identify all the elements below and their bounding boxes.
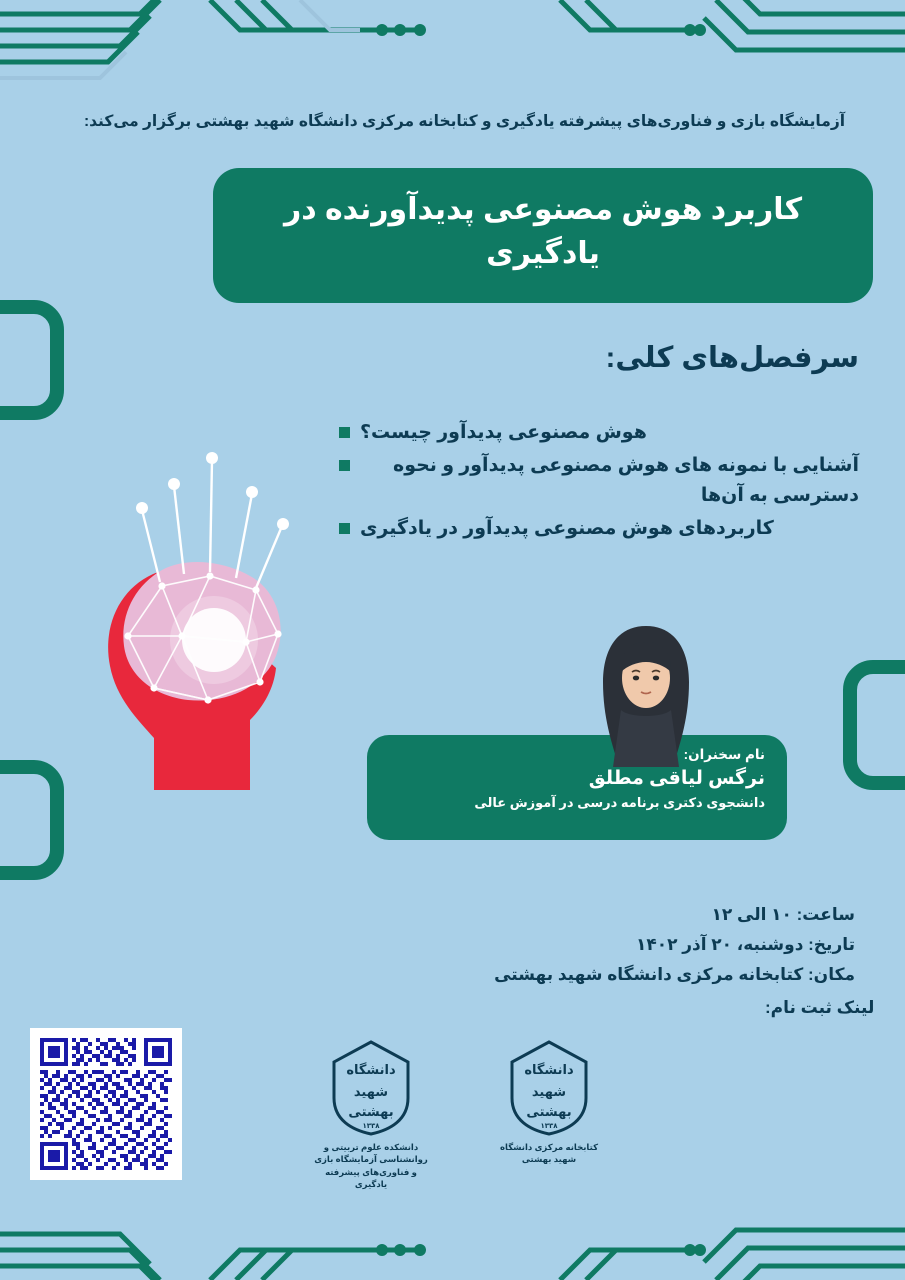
speaker-description: دانشجوی دکتری برنامه درسی در آموزش عالی (474, 795, 765, 810)
title-panel (213, 168, 873, 303)
svg-text:بهشتی: بهشتی (526, 1105, 572, 1120)
topic-label: هوش مصنوعی پدیدآور چیست؟ (360, 422, 647, 443)
speaker-avatar (587, 622, 705, 767)
svg-text:بهشتی: بهشتی (348, 1105, 394, 1120)
svg-text:دانشگاه: دانشگاه (524, 1063, 574, 1078)
list-item (339, 451, 859, 510)
svg-text:شهید: شهید (531, 1085, 567, 1100)
circuit-decoration-bottom (0, 1190, 905, 1280)
decorative-bracket-right (843, 660, 905, 790)
logo-item (312, 1040, 430, 1190)
speaker-label: نام سخنران: (683, 747, 765, 762)
speaker-panel (367, 735, 787, 840)
topics-heading: سرفصل‌های کلی: (605, 342, 859, 374)
event-location: مکان: کتابخانه مرکزی دانشگاه شهید بهشتی (494, 964, 855, 984)
logo-caption: دانشکده علوم تربیتی و روانشناسی آزمایشگاه بازی و فناوری‌های پیشرفته یادگیری (314, 1142, 428, 1189)
topic-label: آشنایی با نمونه های هوش مصنوعی پدیدآور و نحوه دسترسی به آن‌ها (392, 455, 859, 506)
svg-text:۱۳۳۸: ۱۳۳۸ (540, 1122, 558, 1130)
central-library-logo-icon (508, 1040, 590, 1136)
list-item (339, 514, 859, 543)
logo-item (490, 1040, 608, 1190)
list-item (339, 418, 859, 447)
logo-caption: کتابخانه مرکزی دانشگاه شهید بهشتی (499, 1142, 599, 1165)
host-organizer-line: آزمایشگاه بازی و فناوری‌های پیشرفته یادگیری و کتابخانه مرکزی دانشگاه شهید بهشتی برگزار می‌کند: (83, 113, 846, 130)
topic-label: کاربردهای هوش مصنوعی پدیدآور در یادگیری (360, 518, 774, 540)
event-date: تاریخ: دوشنبه، ۲۰ آذر ۱۴۰۲ (635, 934, 855, 954)
topics-list (339, 418, 859, 548)
svg-text:۱۳۳۸: ۱۳۳۸ (362, 1122, 380, 1130)
shahid-beheshti-university-logo-icon (330, 1040, 412, 1136)
svg-text:دانشگاه: دانشگاه (346, 1063, 396, 1078)
event-details (494, 900, 855, 989)
speaker-name: نرگس لیاقی مطلق (588, 768, 765, 789)
registration-label: لینک ثبت نام: (765, 998, 875, 1017)
logo-row (280, 1040, 640, 1190)
circuit-decoration-top (0, 0, 905, 100)
ai-brain-illustration (50, 390, 370, 790)
svg-text:شهید: شهید (353, 1085, 389, 1100)
event-time: ساعت: ۱۰ الی ۱۲ (711, 905, 855, 924)
qr-code[interactable] (30, 1028, 182, 1180)
page-title: کاربرد هوش مصنوعی پدیدآورنده در یادگیری (283, 193, 803, 270)
